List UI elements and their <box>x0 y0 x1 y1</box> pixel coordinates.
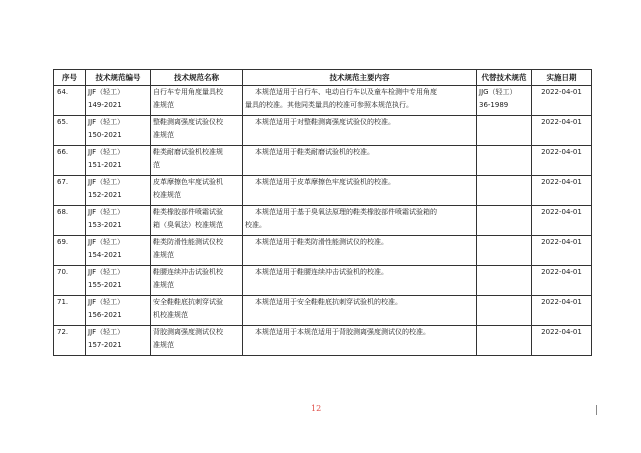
cell-content <box>243 176 477 206</box>
cell-replaces <box>477 206 532 236</box>
cell-code-line: 157-2021 <box>88 341 122 349</box>
cell-code <box>86 116 151 146</box>
cell-no: 66. <box>54 146 86 176</box>
cell-date: 2022-04-01 <box>532 86 592 116</box>
cell-name <box>151 116 243 146</box>
table-row <box>54 266 592 296</box>
cell-code-line: JJF（轻工） <box>88 328 125 336</box>
cell-code <box>86 176 151 206</box>
cell-name-line: 皮革摩擦色牢度试验机 <box>153 178 223 186</box>
cell-no: 68. <box>54 206 86 236</box>
cell-content <box>243 146 477 176</box>
cell-code <box>86 86 151 116</box>
cell-date: 2022-04-01 <box>532 296 592 326</box>
cell-name-line: 箱（臭氧法）校准规范 <box>153 221 223 229</box>
cell-code-line: JJF（轻工） <box>88 298 125 306</box>
table-row <box>54 86 592 116</box>
table-row <box>54 326 592 356</box>
cell-code-line: 152-2021 <box>88 191 122 199</box>
cell-code-line: JJF（轻工） <box>88 148 125 156</box>
cell-name-line: 准规范 <box>153 251 174 259</box>
cell-replaces <box>477 296 532 326</box>
cell-content-line: 本规范适用于安全鞋鞋底抗刺穿试验机的校准。 <box>255 298 402 306</box>
table-row <box>54 206 592 236</box>
table-row <box>54 116 592 146</box>
cell-name <box>151 266 243 296</box>
cell-content <box>243 236 477 266</box>
cell-code <box>86 146 151 176</box>
cell-replaces-line: 36-1989 <box>479 101 509 109</box>
cell-code <box>86 326 151 356</box>
cell-name-line: 整鞋测离强度试验仪校 <box>153 118 223 126</box>
cell-name-line: 范 <box>153 161 160 169</box>
cell-name <box>151 326 243 356</box>
cell-date: 2022-04-01 <box>532 266 592 296</box>
cell-content-line: 量具的校准。其他同类量具的校准可参照本规范执行。 <box>245 101 413 109</box>
cell-no: 71. <box>54 296 86 326</box>
cell-no: 70. <box>54 266 86 296</box>
col-header-replaces: 代替技术规范 <box>477 70 532 86</box>
table-row <box>54 296 592 326</box>
cell-code-line: 156-2021 <box>88 311 122 319</box>
cell-content-line: 本规范适用于鞋类防滑性能测试仪的校准。 <box>255 238 388 246</box>
cell-name <box>151 176 243 206</box>
col-header-code: 技术规范编号 <box>86 70 151 86</box>
cell-content <box>243 296 477 326</box>
cell-replaces <box>477 326 532 356</box>
cell-name-line: 自行车专用角度量具校 <box>153 88 223 96</box>
cell-date: 2022-04-01 <box>532 146 592 176</box>
cell-content <box>243 266 477 296</box>
cell-replaces <box>477 266 532 296</box>
cell-code-line: JJF（轻工） <box>88 88 125 96</box>
cell-content-line: 本规范适用于自行车、电动自行车以及童车检测中专用角度 <box>255 88 437 96</box>
cell-name-line: 鞋腰连续冲击试验机校 <box>153 268 223 276</box>
cell-date: 2022-04-01 <box>532 236 592 266</box>
cell-code <box>86 296 151 326</box>
cell-content-line: 校准。 <box>245 221 266 229</box>
cell-replaces <box>477 86 532 116</box>
cell-no: 64. <box>54 86 86 116</box>
cell-replaces <box>477 176 532 206</box>
cell-replaces <box>477 146 532 176</box>
cell-content-line: 本规范适用于鞋类耐磨试验机的校准。 <box>255 148 374 156</box>
cell-content-line: 本规范适用于本规范适用于背胶测离强度测试仪的校准。 <box>255 328 430 336</box>
cell-content <box>243 206 477 236</box>
cell-no: 65. <box>54 116 86 146</box>
cell-replaces <box>477 236 532 266</box>
cell-content <box>243 86 477 116</box>
cell-name <box>151 206 243 236</box>
table-body <box>54 86 592 356</box>
cell-content <box>243 326 477 356</box>
cell-date: 2022-04-01 <box>532 176 592 206</box>
cell-name-line: 校准规范 <box>153 191 181 199</box>
cell-name-line: 鞋类橡胶部件喷霜试验 <box>153 208 223 216</box>
cell-code-line: 151-2021 <box>88 161 122 169</box>
spec-table <box>53 69 592 356</box>
cell-code-line: JJF（轻工） <box>88 238 125 246</box>
cell-date: 2022-04-01 <box>532 116 592 146</box>
cell-content-line: 本规范适用于基于臭氧法原理的鞋类橡胶部件喷霜试验箱的 <box>255 208 437 216</box>
margin-mark <box>596 405 597 415</box>
cell-name-line: 准规范 <box>153 101 174 109</box>
cell-no: 67. <box>54 176 86 206</box>
cell-content-line: 本规范适用于对整鞋测离强度试验仪的校准。 <box>255 118 395 126</box>
cell-name-line: 机校准规范 <box>153 311 188 319</box>
cell-code-line: 149-2021 <box>88 101 122 109</box>
cell-code-line: JJF（轻工） <box>88 208 125 216</box>
cell-name-line: 鞋类防滑性能测试仪校 <box>153 238 223 246</box>
cell-name-line: 安全鞋鞋底抗刺穿试验 <box>153 298 223 306</box>
cell-no: 72. <box>54 326 86 356</box>
cell-code-line: JJF（轻工） <box>88 178 125 186</box>
cell-code-line: 154-2021 <box>88 251 122 259</box>
cell-code-line: 153-2021 <box>88 221 122 229</box>
cell-code <box>86 236 151 266</box>
table-row <box>54 146 592 176</box>
cell-code <box>86 206 151 236</box>
cell-date: 2022-04-01 <box>532 206 592 236</box>
table-header-row <box>54 70 592 86</box>
cell-name <box>151 296 243 326</box>
page-number: 12 <box>311 404 322 413</box>
cell-code-line: JJF（轻工） <box>88 118 125 126</box>
cell-replaces <box>477 116 532 146</box>
cell-name-line: 背胶测离强度测试仪校 <box>153 328 223 336</box>
cell-name <box>151 146 243 176</box>
cell-name-line: 准规范 <box>153 131 174 139</box>
cell-name-line: 鞋类耐磨试验机校准规 <box>153 148 223 156</box>
col-header-content: 技术规范主要内容 <box>243 70 477 86</box>
cell-content-line: 本规范适用于皮革摩擦色牢度试验机的校准。 <box>255 178 395 186</box>
cell-name <box>151 236 243 266</box>
col-header-name: 技术规范名称 <box>151 70 243 86</box>
table-row <box>54 176 592 206</box>
cell-content-line: 本规范适用于鞋腰连续冲击试验机的校准。 <box>255 268 388 276</box>
cell-code-line: 150-2021 <box>88 131 122 139</box>
cell-code-line: 155-2021 <box>88 281 122 289</box>
cell-name-line: 准规范 <box>153 281 174 289</box>
cell-code <box>86 266 151 296</box>
cell-code-line: JJF（轻工） <box>88 268 125 276</box>
cell-no: 69. <box>54 236 86 266</box>
cell-content <box>243 116 477 146</box>
cell-name <box>151 86 243 116</box>
table-row <box>54 236 592 266</box>
col-header-no: 序号 <box>54 70 86 86</box>
cell-replaces-line: JJG（轻工） <box>479 88 517 96</box>
cell-name-line: 准规范 <box>153 341 174 349</box>
cell-date: 2022-04-01 <box>532 326 592 356</box>
col-header-date: 实施日期 <box>532 70 592 86</box>
